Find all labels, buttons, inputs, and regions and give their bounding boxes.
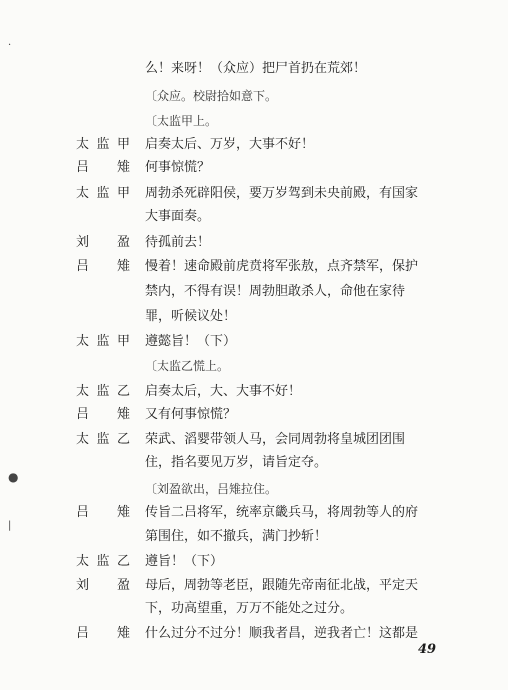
dialogue-line: 启奏太后、万岁，大事不好！: [145, 137, 315, 152]
dialogue-line: 遵旨！（下）: [145, 554, 224, 569]
dialogue-line: 大事面奏。: [145, 209, 211, 224]
dialogue-line: 住，指名要见万岁，请旨定夺。: [145, 455, 328, 470]
speaker-name: 太 监 乙: [76, 554, 130, 569]
dialogue-line: 启奏太后，大、大事不好！: [145, 384, 302, 399]
speaker-name: 太 监 甲: [76, 137, 130, 152]
speaker-name: 吕 雉: [76, 407, 130, 422]
dialogue-line: 慢着！速命殿前虎贲将军张敖，点齐禁军，保护: [145, 259, 419, 274]
dialogue-line: 待孤前去！: [145, 235, 211, 250]
stage-direction: 〔太监甲上。: [145, 114, 218, 128]
margin-mark: ●: [8, 470, 19, 484]
speaker-name: 太 监 甲: [76, 334, 130, 349]
dialogue-line: 第围住，如不撤兵，满门抄斩！: [145, 529, 328, 544]
dialogue-line: 下，功高望重，万万不能处之过分。: [145, 601, 354, 616]
dialogue-line: 什么过分不过分！顺我者昌，逆我者亡！这都是: [145, 626, 419, 641]
speaker-name: 太 监 甲: [76, 186, 130, 201]
speaker-name: 吕 雉: [76, 259, 130, 274]
dialogue-line: 传旨二吕将军，统率京畿兵马，将周勃等人的府: [145, 505, 419, 520]
speaker-name: 太 监 乙: [76, 384, 130, 399]
margin-mark: |: [8, 520, 12, 531]
dialogue-line: 么！来呀！（众应）把尸首扔在荒郊！: [145, 61, 367, 76]
dialogue-line: 周勃杀死辟阳侯，要万岁驾到未央前殿，有国家: [145, 186, 419, 201]
speaker-name: 吕 雉: [76, 160, 130, 175]
margin-mark: ·: [8, 40, 12, 51]
page-number: 49: [418, 642, 437, 657]
dialogue-line: 禁内，不得有误！周勃胆敢杀人，命他在家待: [145, 284, 406, 299]
dialogue-line: 又有何事惊慌？: [145, 407, 237, 422]
speaker-name: 刘 盈: [76, 578, 130, 593]
dialogue-line: 母后，周勃等老臣，跟随先帝南征北战，平定天: [145, 578, 419, 593]
speaker-name: 刘 盈: [76, 235, 130, 250]
speaker-name: 太 监 乙: [76, 432, 130, 447]
speaker-name: 吕 雉: [76, 626, 130, 641]
stage-direction: 〔众应。校尉拾如意下。: [145, 89, 278, 103]
dialogue-line: 荣武、滔婴带领人马，会同周勃将皇城团团围: [145, 432, 406, 447]
dialogue-line: 遵懿旨！（下）: [145, 334, 237, 349]
speaker-name: 吕 雉: [76, 505, 130, 520]
dialogue-line: 何事惊慌？: [145, 160, 211, 175]
stage-direction: 〔刘盈欲出，吕雉拉住。: [145, 482, 278, 496]
dialogue-line: 罪，听候议处！: [145, 309, 237, 324]
stage-direction: 〔太监乙慌上。: [145, 359, 230, 373]
